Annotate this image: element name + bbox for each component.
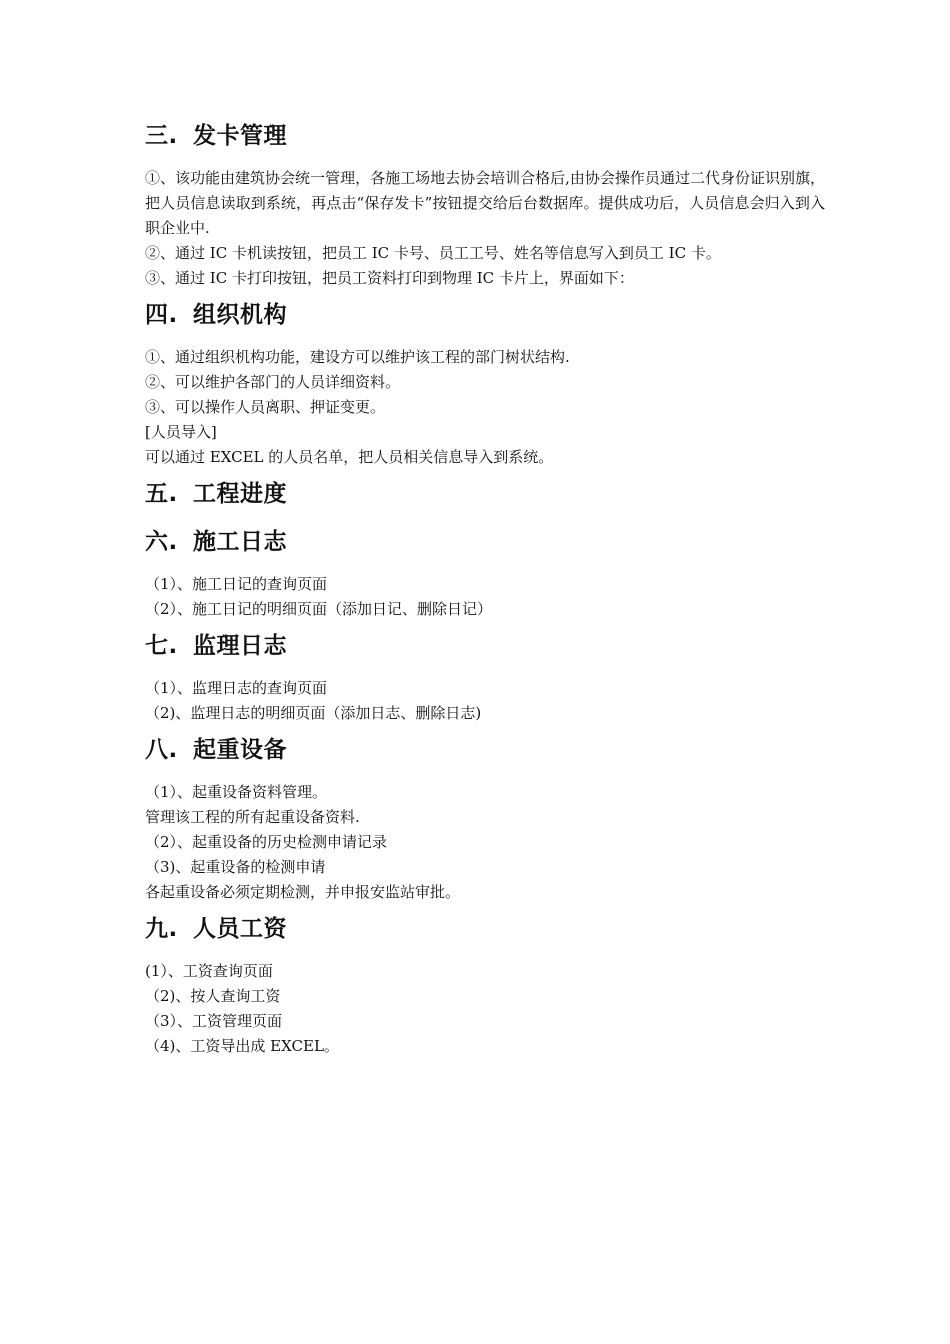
section-progress (145, 476, 825, 512)
section-title: 施工日志 (193, 529, 287, 555)
paragraph: ①、通过组织机构功能，建设方可以维护该工程的部门树状结构. (145, 348, 570, 366)
paragraph: （2)、按人查询工资 (145, 987, 281, 1005)
section-number: 七. (145, 633, 178, 659)
paragraph: （1）、监理日志的查询页面 (145, 679, 328, 697)
document-page (145, 118, 825, 1059)
section-number: 三. (145, 123, 178, 149)
paragraph: ②、通过 IC 卡机读按钮，把员工 IC 卡号、员工工号、姓名等信息写入到员工 IC 卡。 (145, 244, 721, 262)
paragraph: （2）、施工日记的明细页面（添加日记、删除日记） (145, 600, 493, 618)
section-number: 六. (145, 529, 178, 555)
paragraph: （3)、起重设备的检测申请 (145, 858, 326, 876)
paragraph: 各起重设备必须定期检测，并申报安监站审批。 (145, 883, 461, 901)
section-heading (145, 732, 825, 768)
section-title: 起重设备 (193, 737, 287, 763)
section-number: 九. (145, 916, 178, 942)
section-heading (145, 297, 825, 333)
section-heading (145, 524, 825, 560)
paragraph: 管理该工程的所有起重设备资料. (145, 808, 360, 826)
section-organization (145, 297, 825, 476)
section-number: 八. (145, 737, 178, 763)
section-title: 监理日志 (193, 633, 287, 659)
section-construction-log (145, 524, 825, 628)
section-heading (145, 118, 825, 154)
paragraph: [人员导入] (145, 423, 217, 441)
section-heading (145, 911, 825, 947)
paragraph: （2）、起重设备的历史检测申请记录 (145, 833, 388, 851)
section-number: 四. (145, 302, 178, 328)
paragraph: ③、通过 IC 卡打印按钮，把员工资料打印到物理 IC 卡片上，界面如下： (145, 269, 634, 287)
section-title: 工程进度 (193, 481, 287, 507)
paragraph: ①、该功能由建筑协会统一管理，各施工场地去协会培训合格后,由协会操作员通过二代身份证识别旗，把人员信息读取到系统，再点击“保存发卡”按钮提交给后台数据库。提供成功后，人员信息会归入到入职企业中. (145, 169, 825, 237)
paragraph: ③、可以操作人员离职、押证变更。 (145, 398, 386, 416)
paragraph: （3）、工资管理页面 (145, 1012, 283, 1030)
paragraph: ②、可以维护各部门的人员详细资料。 (145, 373, 401, 391)
section-number: 五. (145, 481, 178, 507)
section-card-issuing (145, 118, 825, 297)
section-heading (145, 628, 825, 664)
paragraph: （4)、工资导出成 EXCEL。 (145, 1037, 339, 1055)
section-lifting-equipment (145, 732, 825, 911)
paragraph: （2)、监理日志的明细页面（添加日志、删除日志) (145, 704, 482, 722)
section-title: 人员工资 (193, 916, 287, 942)
section-wages (145, 911, 825, 1059)
paragraph: （1）、施工日记的查询页面 (145, 575, 328, 593)
paragraph: 可以通过 EXCEL 的人员名单，把人员相关信息导入到系统。 (145, 448, 554, 466)
section-title: 组织机构 (193, 302, 287, 328)
section-heading (145, 476, 825, 512)
section-supervision-log (145, 628, 825, 732)
section-title: 发卡管理 (193, 123, 287, 149)
paragraph: （1）、起重设备资料管理。 (145, 783, 328, 801)
paragraph: (1）、工资查询页面 (145, 962, 273, 980)
